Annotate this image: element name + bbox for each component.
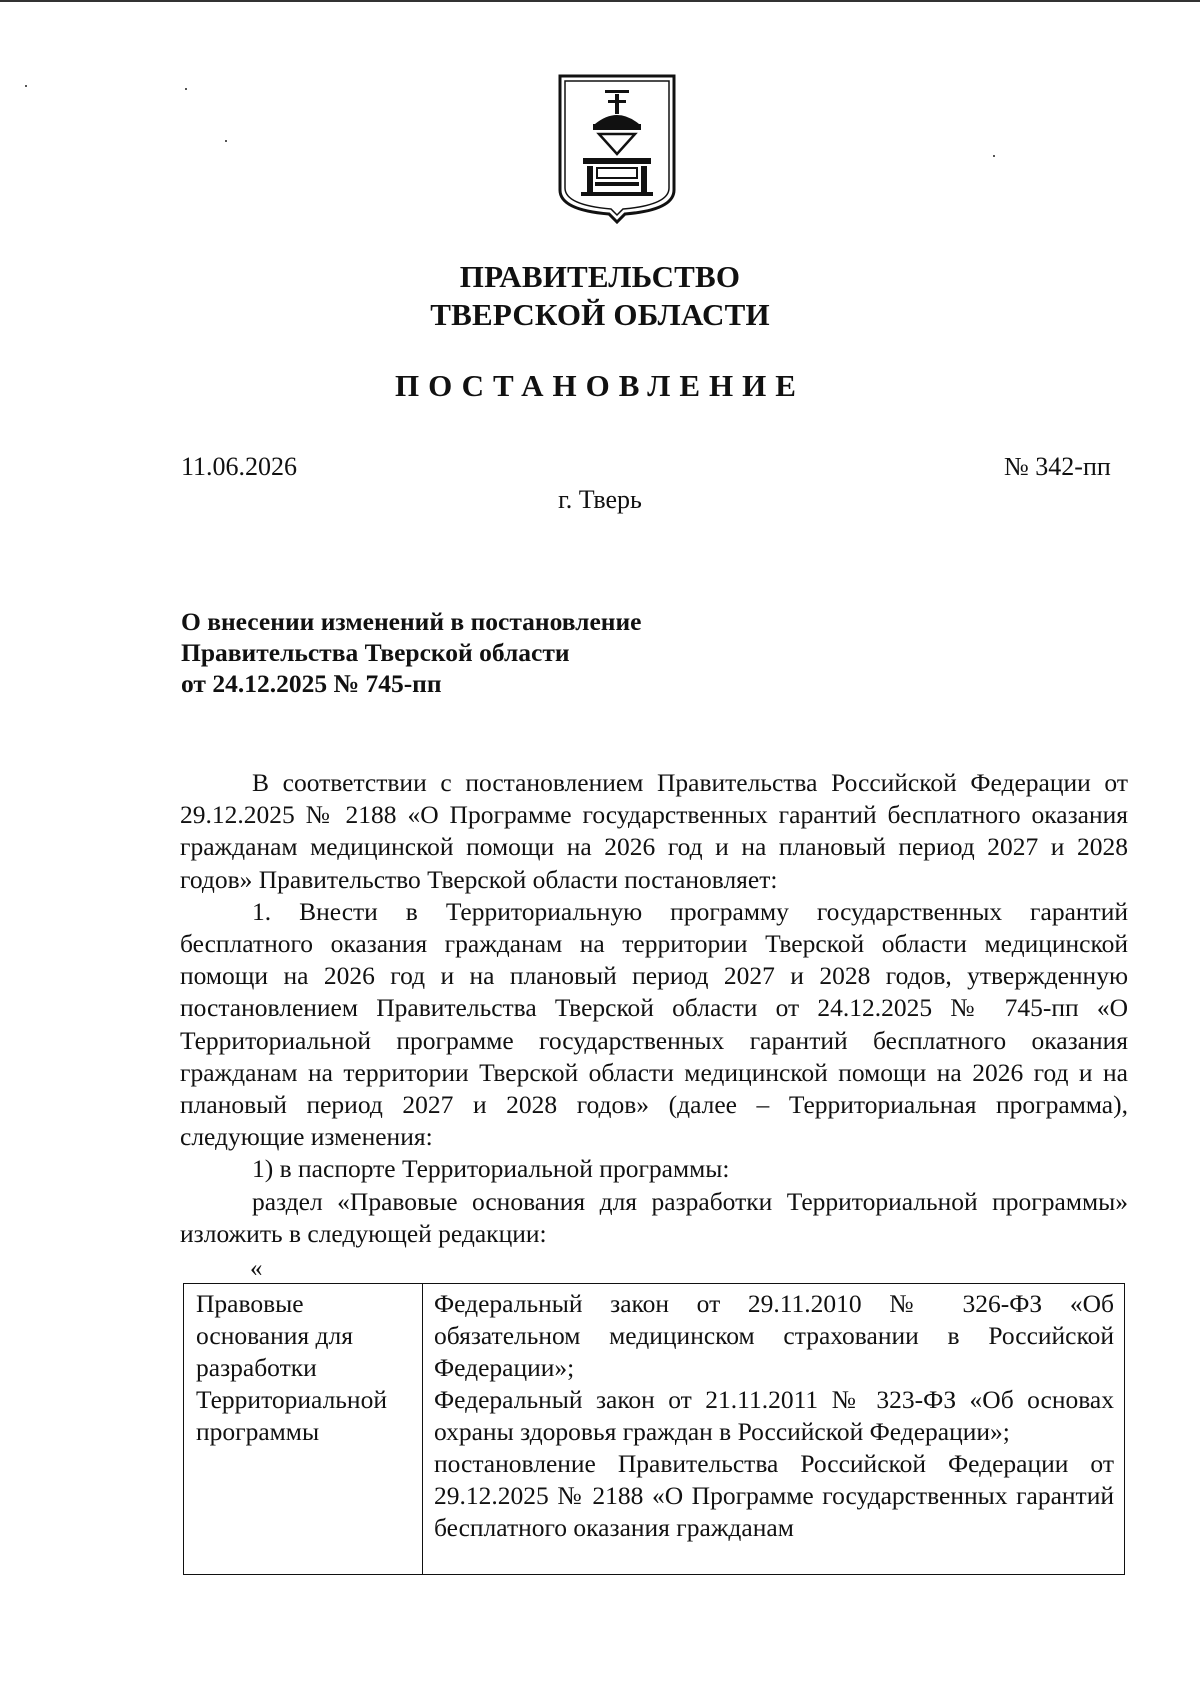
opening-quote: « [250,1255,263,1282]
body-paragraph: раздел «Правовые основания для разработки Территориальной программы» изложить в следующей редакции: [180,1186,1128,1248]
document-date: 11.06.2026 [181,452,298,481]
subject-line: О внесении изменений в постановление [181,607,642,636]
document-subject [181,606,642,699]
passport-table [183,1283,1125,1575]
scan-speck [225,140,227,142]
subject-line: от 24.12.2025 № 745-пп [181,669,442,698]
legal-basis-item: Федеральный закон от 21.11.2011 № 323-ФЗ «Об основах охраны здоровья граждан в Российской Федерации»; [434,1385,1114,1446]
table-label-line: Правовые [196,1289,304,1318]
org-name-line1: ПРАВИТЕЛЬСТВО [459,259,741,294]
coat-of-arms-emblem [555,72,679,224]
scan-speck [993,155,995,157]
table-label-line: Территориальной [196,1385,387,1414]
document-city: г. Тверь [558,485,642,514]
table-label-line: основания для [196,1321,353,1350]
document-body [180,767,1128,1250]
legal-basis-item: постановление Правительства Российской Федерации от 29.12.2025 № 2188 «О Программе государственных гарантий бесплатного оказания гражданам [434,1449,1114,1542]
scan-speck [25,85,27,87]
body-paragraph: 1) в паспорте Территориальной программы: [252,1154,730,1184]
government-title [0,258,1200,334]
legal-basis-item: Федеральный закон от 29.11.2010 № 326-ФЗ «Об обязательном медицинском страховании в Российской Федерации»; [434,1289,1114,1382]
table-content-cell [434,1288,1114,1544]
scan-top-edge [0,0,1200,2]
body-paragraph: 1. Внести в Территориальную программу государственных гарантий бесплатного оказания гражданам на территории Тверской области медицинской помощи на 2026 год и на плановый период 2027 и 2028 годов, утвержденную постановлением Правительства Тверской области от 24.12.2025 № 745-пп «О Территориальной программе государственных гарантий бесплатного оказания гражданам на территории Тверской области медицинской помощи на 2026 год и на плановый период 2027 и 2028 годов» (далее – Территориальная программа), следующие изменения: [180,896,1128,1152]
table-label-line: разработки [196,1353,317,1382]
document-number: № 342-пп [1004,452,1111,481]
table-label-line: программы [196,1417,320,1446]
subject-line: Правительства Тверской области [181,638,570,667]
table-label-cell [184,1284,423,1574]
scan-speck [185,88,187,90]
org-name-line2: ТВЕРСКОЙ ОБЛАСТИ [430,297,770,332]
body-paragraph: В соответствии с постановлением Правительства Российской Федерации от 29.12.2025 № 2188 «О Программе государственных гарантий бесплатного оказания гражданам медицинской помощи на 2026 год и на плановый период 2027 и 2028 годов» Правительство Тверской области постановляет: [180,768,1128,894]
document-type-title: ПОСТАНОВЛЕНИЕ [395,368,805,403]
